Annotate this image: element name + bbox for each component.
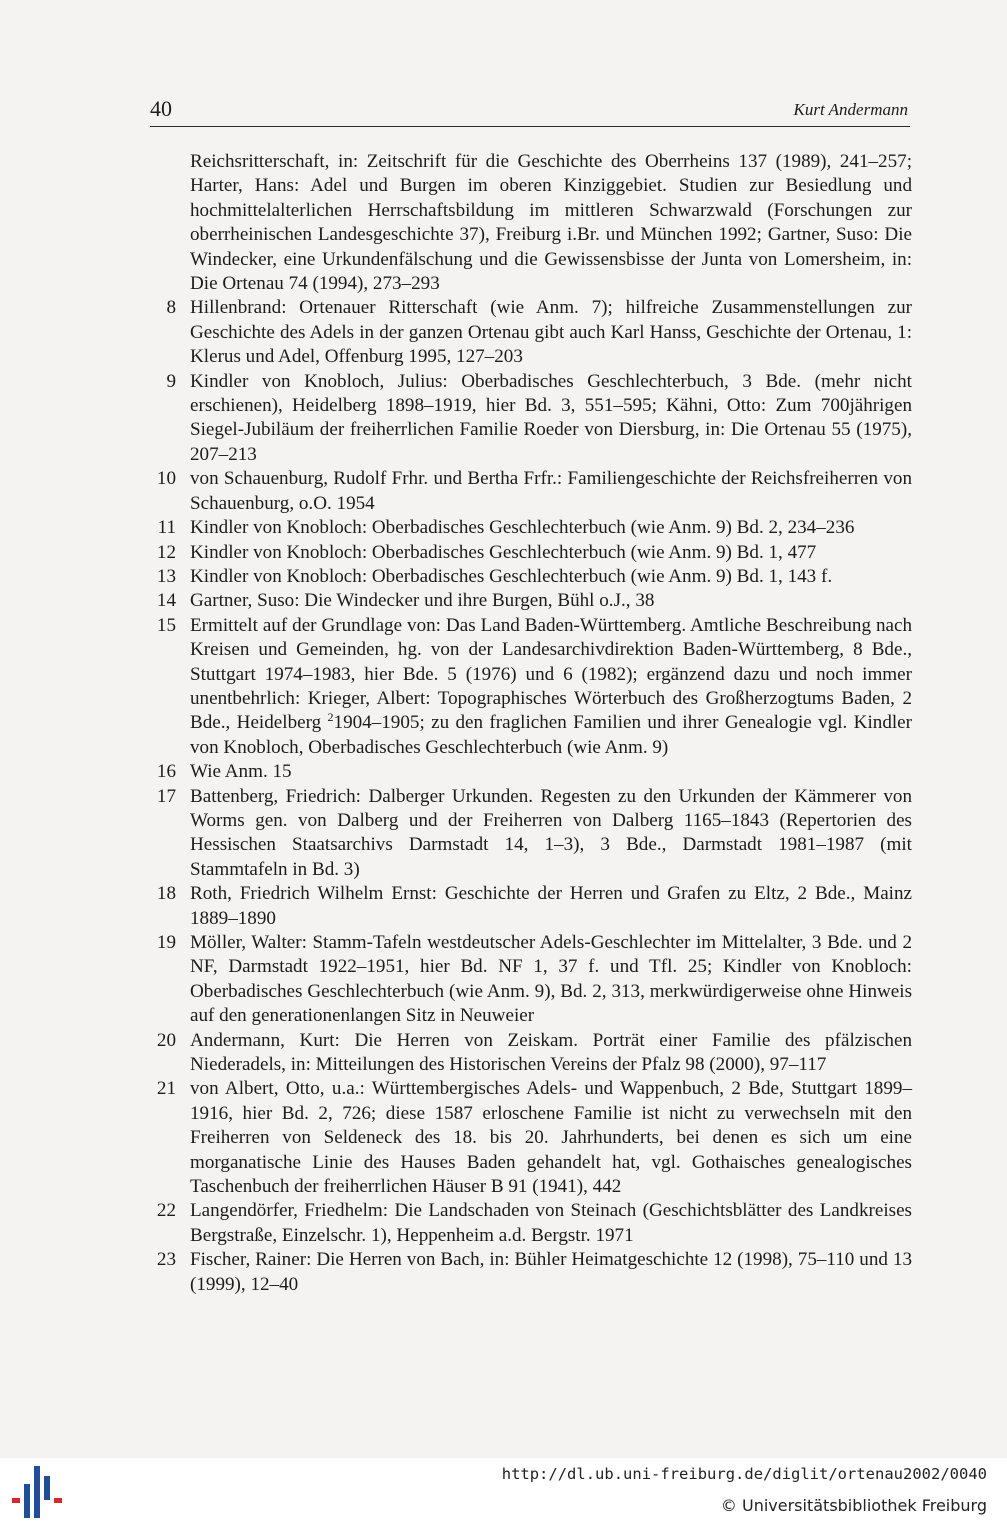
footnote-22 <box>150 1199 912 1248</box>
footnote-number: 15 <box>156 614 176 636</box>
footnote-10 <box>150 467 912 516</box>
footnote-23 <box>150 1248 912 1297</box>
page-number: 40 <box>150 96 172 121</box>
footnote-number: 19 <box>156 932 176 953</box>
footnote-number: 16 <box>156 761 176 783</box>
footnote-text-part: 1904–1905; zu den fraglichen Familien und ihrer Genealogie vgl. Kindler von Knobloch, Oberbadisches Geschlechterbuch (wie Anm. 9) <box>190 712 913 758</box>
footnote-number: 21 <box>156 1078 176 1100</box>
ub-freiburg-logo-icon <box>12 1464 64 1520</box>
footnote-number: 12 <box>156 541 176 563</box>
source-url-link[interactable]: http://dl.ub.uni-freiburg.de/diglit/ortenau2002/0040 <box>501 1465 987 1483</box>
footnote-18 <box>150 882 912 931</box>
footnote-number: 20 <box>156 1029 176 1051</box>
footnote-13 <box>150 565 912 589</box>
footnote-15 <box>150 614 912 760</box>
footnote-continuation <box>150 150 912 296</box>
footnote-text: Gartner, Suso: Die Windecker und ihre Burgen, Bühl o.J., 38 <box>190 590 655 612</box>
footer-bar <box>0 1458 1007 1525</box>
footnote-19 <box>150 931 912 1029</box>
footnote-17 <box>150 785 912 883</box>
footnote-number: 10 <box>156 468 176 490</box>
footnote-11 <box>150 516 912 540</box>
footnote-text: Kindler von Knobloch: Oberbadisches Geschlechterbuch (wie Anm. 9) Bd. 1, 143 f. <box>190 565 833 587</box>
footnote-21 <box>150 1077 912 1199</box>
footnote-text: Langendörfer, Friedhelm: Die Landschaden von Steinach (Geschichtsblätter des Landkreises Bergstraße, Einzelschr. 1), Heppenheim a.d. Bergstr. 1971 <box>190 1200 912 1246</box>
footnote-number: 17 <box>156 785 176 807</box>
copyright-notice: © Universitätsbibliothek Freiburg <box>720 1496 987 1515</box>
footnote-text: von Schauenburg, Rudolf Frhr. und Bertha Frfr.: Familiengeschichte der Reichsfreiherren von Schauenburg, o.O. 1954 <box>190 468 912 514</box>
footnote-14 <box>150 589 912 613</box>
footnote-text: Kindler von Knobloch, Julius: Oberbadisches Geschlechterbuch, 3 Bde. (mehr nicht erschienen), Heidelberg 1898–1919, hier Bd. 3, 551–595; Kähni, Otto: Zum 700jährigen Siegel-Jubiläum der freiherrlichen Familie Roeder von Diersburg, in: Die Ortenau 55 (1975), 207–213 <box>190 370 912 465</box>
footnote-number: 8 <box>166 297 176 319</box>
footnote-8 <box>150 296 912 369</box>
footnote-9 <box>150 370 912 468</box>
footnote-text: Kindler von Knobloch: Oberbadisches Geschlechterbuch (wie Anm. 9) Bd. 2, 234–236 <box>190 517 855 539</box>
footnote-text: Hillenbrand: Ortenauer Ritterschaft (wie Anm. 7); hilfreiche Zusammenstellungen zur Geschichte des Adels in der ganzen Ortenau gibt auch Karl Hanss, Geschichte der Ortenau, 1: Klerus und Adel, Offenburg 1995, 127–203 <box>190 297 912 368</box>
footnote-text: Roth, Friedrich Wilhelm Ernst: Geschichte der Herren und Grafen zu Eltz, 2 Bde., Mainz 1889–1890 <box>190 883 912 929</box>
footnote-text-part: Ermittelt auf der Grundlage von: Das Land Baden-Württemberg. Amtliche Beschreibung nach Kreisen und Gemeinden, hg. von der Landesarchivdirektion Baden-Württemberg, 8 Bde., Stuttgart 1974–1983, hier Bde. 5 (1976) und 6 (1982); ergänzend dazu und noch immer unentbehrlich: Krieger, Albert: Topographisches Wörterbuch des Großherzogtums Baden, 2 Bde., Heidelberg <box>190 614 912 734</box>
running-head: Kurt Andermann <box>793 100 908 119</box>
footnote-number: 14 <box>156 590 176 612</box>
page-header <box>150 96 910 127</box>
footnote-text <box>190 614 912 760</box>
footnote-text: von Albert, Otto, u.a.: Württembergisches Adels- und Wappenbuch, 2 Bde, Stuttgart 1899–1916, hier Bd. 2, 726; diese 1587 erloschene Familie ist nicht zu verwechseln mit den Freiherren von Seldeneck des 18. bis 20. Jahrhunderts, bei denen es sich um eine morganatische Linie des Hauses Baden gehandelt hat, vgl. Gothaisches genealogisches Taschenbuch der freiherrlichen Häuser B 91 (1941), 442 <box>190 1078 912 1198</box>
footnotes <box>150 150 912 1297</box>
footnote-number: 23 <box>156 1249 176 1271</box>
footnote-number: 13 <box>156 565 176 587</box>
footnote-number: 22 <box>156 1200 176 1222</box>
footnote-text: Battenberg, Friedrich: Dalberger Urkunden. Regesten zu den Urkunden der Kämmerer von Worms gen. von Dalberg und der Freiherren von Dalberg 1165–1843 (Repertorien des Hessischen Staatsarchivs Darmstadt 14, 1–3), 3 Bde., Darmstadt 1981–1987 (mit Stammtafeln in Bd. 3) <box>190 785 912 880</box>
footnote-text: Fischer, Rainer: Die Herren von Bach, in: Bühler Heimatgeschichte 12 (1998), 75–110 und 13 (1999), 12–40 <box>190 1249 912 1295</box>
footnote-20 <box>150 1029 912 1078</box>
footnote-12 <box>150 541 912 565</box>
footnote-number: 9 <box>166 370 176 392</box>
footnote-text: Kindler von Knobloch: Oberbadisches Geschlechterbuch (wie Anm. 9) Bd. 1, 477 <box>190 541 817 563</box>
footnote-16 <box>150 760 912 784</box>
footnote-number: 18 <box>156 883 176 905</box>
footnote-text: Wie Anm. 15 <box>190 761 292 783</box>
footnote-text: Reichsritterschaft, in: Zeitschrift für die Geschichte des Oberrheins 137 (1989), 241–257; Harter, Hans: Adel und Burgen im oberen Kinziggebiet. Studien zur Besiedlung und hochmittelalterlichen Herrschaftsbildung im mittleren Schwarzwald (Forschungen zur oberrheinischen Landesgeschichte 37), Freiburg i.Br. und München 1992; Gartner, Suso: Die Windecker, eine Urkundenfälschung und die Gewissensbisse der Junta von Lomersheim, in: Die Ortenau 74 (1994), 273–293 <box>190 151 912 295</box>
edition-superscript: 2 <box>327 710 334 725</box>
footnote-text: Andermann, Kurt: Die Herren von Zeiskam. Porträt einer Familie des pfälzischen Niederadels, in: Mitteilungen des Historischen Vereins der Pfalz 98 (2000), 97–117 <box>190 1029 912 1076</box>
footnote-text: Möller, Walter: Stamm-Tafeln westdeutscher Adels-Geschlechter im Mittelalter, 3 Bde. und 2 NF, Darmstadt 1922–1951, hier Bd. NF 1, 37 f. und Tfl. 25; Kindler von Knobloch: Oberbadisches Geschlechterbuch (wie Anm. 9), Bd. 2, 313, merkwürdigerweise ohne Hinweis auf den generationenlangen Sitz in Neuweier <box>190 932 912 1027</box>
footnote-number: 11 <box>157 517 176 539</box>
